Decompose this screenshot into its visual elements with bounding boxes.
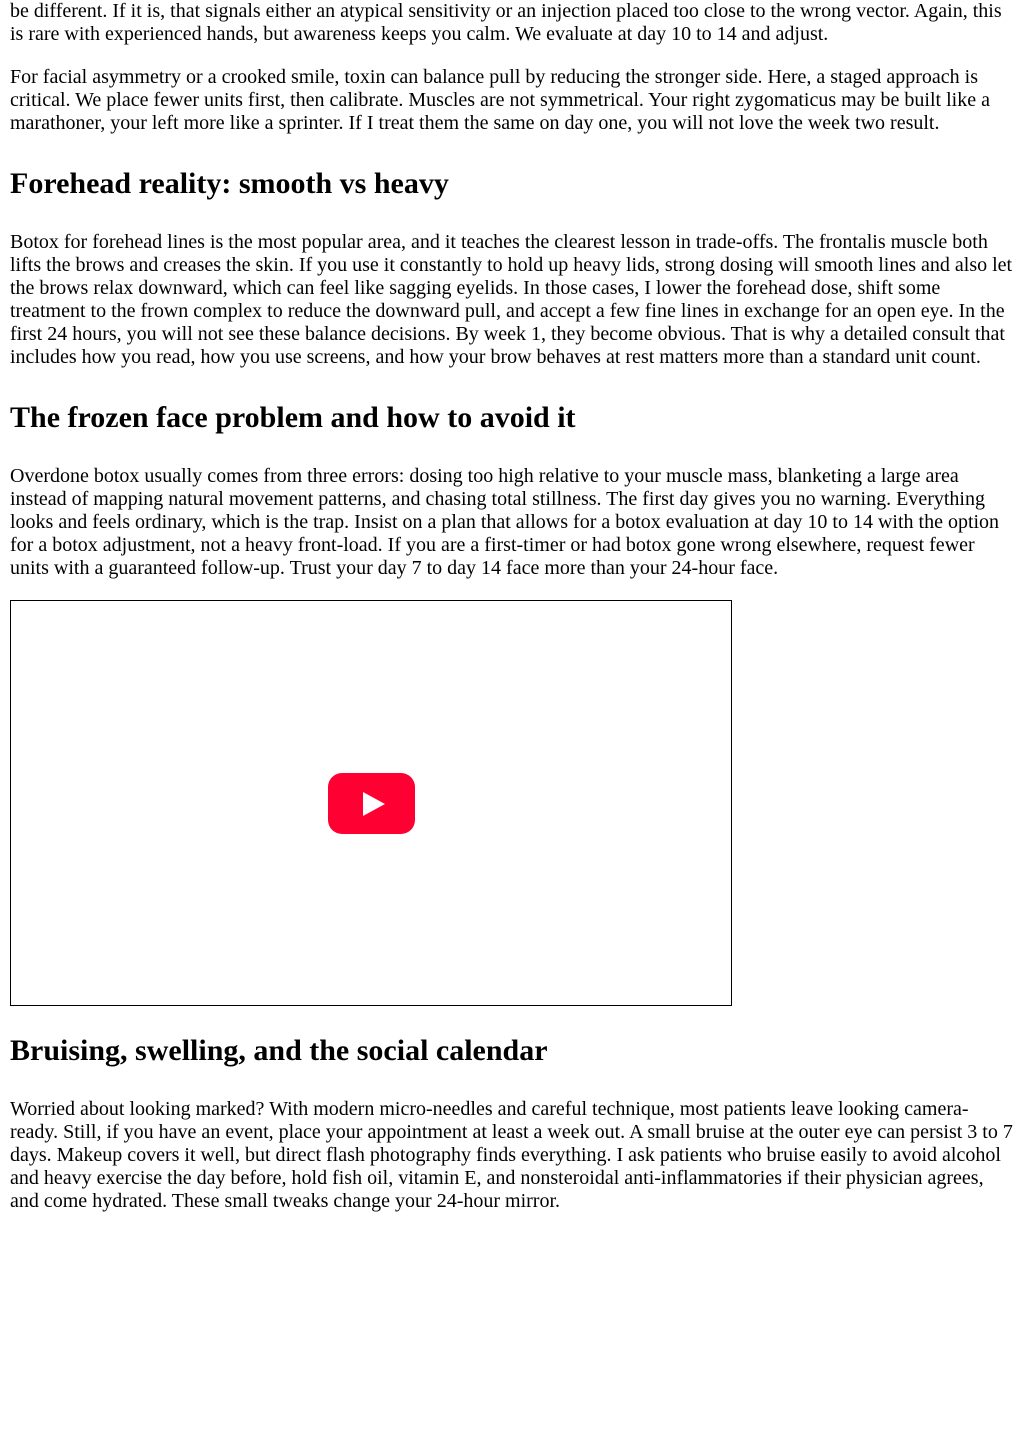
heading-bruising: Bruising, swelling, and the social calendar	[10, 1034, 548, 1067]
youtube-play-icon[interactable]	[328, 773, 415, 834]
paragraph: Botox for forehead lines is the most popular area, and it teaches the clearest lesson in trade-offs. The frontalis muscle both lifts the brows and creases the skin. If you use it constantly to hold up heavy lids, strong dosing will smooth lines and also let the brows relax downward, which can feel like sagging eyelids. In those cases, I lower the forehead dose, shift some treatment to the frown complex to reduce the downward pull, and accept a few fine lines in exchange for an open eye. In the first 24 hours, you will not see these balance decisions. By week 1, they become obvious. That is why a detailed consult that includes how you read, how you use screens, and how your brow behaves at rest matters more than a standard unit count.	[10, 231, 1013, 368]
paragraph: be different. If it is, that signals either an atypical sensitivity or an injection placed too close to the wrong vector. Again, this is rare with experienced hands, but awareness keeps you calm. We evaluate at day 10 to 14 and adjust.	[10, 0, 1002, 45]
video-embed[interactable]	[10, 600, 732, 1006]
paragraph: Worried about looking marked? With modern micro-needles and careful technique, most patients leave looking camera-ready. Still, if you have an event, place your appointment at least a week out. A small bruise at the outer eye can persist 3 to 7 days. Makeup covers it well, but direct flash photography finds everything. I ask patients who bruise easily to avoid alcohol and heavy exercise the day before, hold fish oil, vitamin E, and nonsteroidal anti-inflammatories if their physician agrees, and come hydrated. These small tweaks change your 24-hour mirror.	[10, 1098, 1013, 1212]
paragraph: For facial asymmetry or a crooked smile, toxin can balance pull by reducing the stronger side. Here, a staged approach is critical. We place fewer units first, then calibrate. Muscles are not symmetrical. Your right zygomaticus may be built like a marathoner, your left more like a sprinter. If I treat them the same on day one, you will not love the week two result.	[10, 66, 990, 134]
paragraph: Overdone botox usually comes from three errors: dosing too high relative to your muscle mass, blanketing a large area instead of mapping natural movement patterns, and chasing total stillness. The first day gives you no warning. Everything looks and feels ordinary, which is the trap. Insist on a plan that allows for a botox evaluation at day 10 to 14 with the option for a botox adjustment, not a heavy front-load. If you are a first-timer or had botox gone wrong elsewhere, request fewer units with a guaranteed follow-up. Trust your day 7 to day 14 face more than your 24-hour face.	[10, 465, 1000, 579]
heading-forehead: Forehead reality: smooth vs heavy	[10, 167, 449, 200]
heading-frozen-face: The frozen face problem and how to avoid it	[10, 401, 576, 434]
